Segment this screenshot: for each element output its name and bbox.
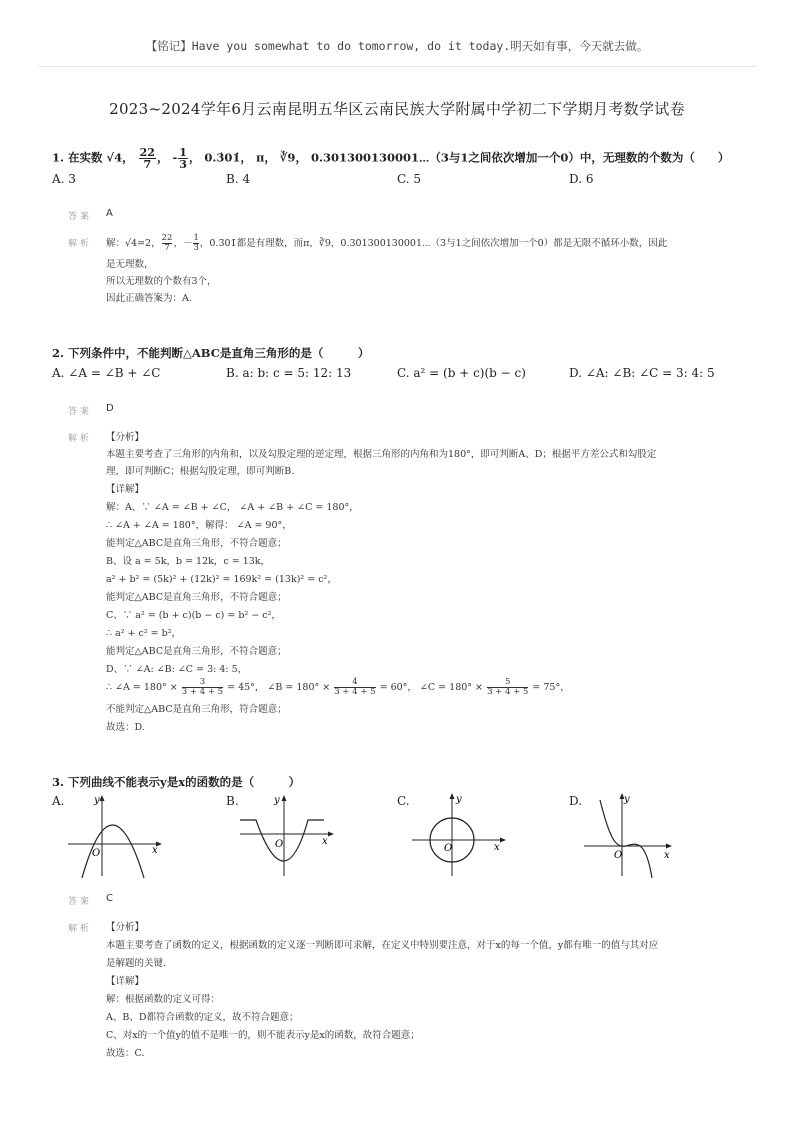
svg-text:x: x bbox=[152, 845, 158, 856]
q1-pi: π bbox=[255, 150, 265, 165]
question-2-stem-text: 下列条件中，不能判断△ABC是直角三角形的是（ ） bbox=[68, 346, 370, 360]
q2-analysis-line-5: 解：A、∵ ∠A = ∠B + ∠C， ∠A + ∠B + ∠C = 180°， bbox=[106, 502, 359, 513]
q2-option-d: D. ∠A: ∠B: ∠C = 3: 4: 5 bbox=[569, 366, 715, 380]
q2-fraction-3-12: $\frac{3}{3 + 4 + 5}$ bbox=[181, 677, 224, 697]
q2-analysis-line-7: 能判定△ABC是直角三角形，不符合题意； bbox=[106, 538, 287, 549]
svg-text:O: O bbox=[614, 850, 623, 861]
q3-option-d-label: D. bbox=[569, 794, 583, 808]
q2-fraction-4-12: $\frac{4}{3 + 4 + 5}$ bbox=[334, 677, 376, 697]
svg-text:y: y bbox=[274, 795, 280, 806]
q2-option-a: A. ∠A = ∠B + ∠C bbox=[52, 366, 161, 380]
q2-analysis-line-4: 【详解】 bbox=[106, 484, 145, 495]
question-3-stem-text: 下列曲线不能表示y是x的函数的是（ ） bbox=[68, 775, 301, 789]
q3-graph-d bbox=[580, 790, 680, 880]
q1-analysis-line-4: 因此正确答案为：A. bbox=[106, 293, 192, 304]
svg-text:x: x bbox=[664, 850, 670, 861]
q1-option-c: C. 5 bbox=[397, 172, 422, 186]
q1-option-a: A. 3 bbox=[52, 172, 76, 186]
q1-cbrt9: ∛9 bbox=[279, 150, 296, 165]
header-motto: 【铭记】Have you somewhat to do tomorrow, do it today.明天如有事，今天就去做。 bbox=[145, 39, 649, 53]
q3-option-c-label: C. bbox=[397, 794, 410, 808]
q3-option-a-label: A. bbox=[52, 794, 65, 808]
q2-option-c: C. a² = (b + c)(b − c) bbox=[397, 366, 526, 380]
q3-graph-a bbox=[64, 790, 164, 880]
q1-option-b: B. 4 bbox=[226, 172, 251, 186]
q1-repeating-decimal: 0.3̇01̇ bbox=[204, 150, 241, 165]
q1-answer-tag: 答案 bbox=[68, 212, 93, 222]
q1-analysis-fraction-1-3: $\frac{1}{3}$ bbox=[193, 233, 199, 253]
q1-analysis-tag: 解析 bbox=[68, 239, 93, 249]
q3-analysis-line-5: 解：根据函数的定义可得： bbox=[106, 994, 221, 1005]
q2-analysis-tag: 解析 bbox=[68, 434, 93, 444]
page-title: 2023~2024学年6月云南昆明五华区云南民族大学附属中学初二下学期月考数学试卷 bbox=[109, 100, 685, 118]
q1-sqrt4: √4 bbox=[106, 150, 123, 165]
q2-analysis-line-9: a² + b² = (5k)² + (12k)² = 169k² = (13k)² = c²， bbox=[106, 574, 337, 585]
q2-analysis-line-8: B、设 a = 5k，b = 12k，c = 13k， bbox=[106, 556, 271, 567]
q3-option-b-label: B. bbox=[226, 794, 239, 808]
q2-fraction-5-12: $\frac{5}{3 + 4 + 5}$ bbox=[487, 677, 529, 697]
q2-analysis-line-14: D、∵ ∠A: ∠B: ∠C = 3: 4: 5， bbox=[106, 664, 248, 675]
q3-answer-tag: 答案 bbox=[68, 897, 93, 907]
q2-analysis-line-3: 理，即可判断C；根据勾股定理，即可判断B. bbox=[106, 466, 295, 477]
svg-text:O: O bbox=[275, 839, 284, 850]
q2-analysis-line-1: 【分析】 bbox=[106, 432, 145, 443]
q2-analysis-line-12: ∴ a² + c² = b²， bbox=[106, 628, 182, 639]
q1-analysis-fraction-22-7: $\frac{22}{7}$ bbox=[161, 233, 173, 253]
q1-option-d: D. 6 bbox=[569, 172, 594, 186]
q1-analysis-line-2: 是无理数， bbox=[106, 259, 154, 270]
question-1-stem-b: 0.301300130001⋯（3与1之间依次增加一个0）中，无理数的个数为（ ） bbox=[310, 150, 730, 165]
q1-negative-sign: - bbox=[172, 150, 178, 165]
q2-analysis-line-2: 本题主要考查了三角形的内角和，以及勾股定理的逆定理，根据三角形的内角和为180°，即可判断A、D；根据平方差公式和勾股定 bbox=[106, 449, 657, 460]
question-1-stem: 1. 在实数 √4， $\frac{22}{7}$ ， - $\frac{1}{3}$ ， 0.3̇01̇， π， ∛9， 0.301300130001⋯（3与1之间依次增加一个0）中，无理数的个数为（ ） bbox=[52, 146, 730, 171]
svg-text:y: y bbox=[94, 795, 100, 806]
question-3-number: 3. bbox=[52, 775, 65, 789]
q1-answer: A bbox=[106, 208, 113, 219]
question-2-number: 2. bbox=[52, 346, 65, 360]
q2-answer-tag: 答案 bbox=[68, 407, 93, 417]
q1-analysis-line-1: 解：√4=2， $\frac{22}{7}$ ，－ $\frac{1}{3}$ ，0.3̇01̇都是有理数，而π，∛9，0.301300130001⋯（3与1之间依次增加一个0）都是无限不循环小数，因此 bbox=[106, 233, 668, 253]
q3-analysis-line-1: 【分析】 bbox=[106, 922, 145, 933]
svg-text:O: O bbox=[92, 848, 101, 859]
q1-fraction-22-7: $\frac{22}{7}$ bbox=[139, 146, 155, 171]
q2-analysis-line-15: ∴ ∠A = 180° × $\frac{3}{3 + 4 + 5}$ = 45°， ∠B = 180° × $\frac{4}{3 + 4 + 5}$ = 60°， ∠C = 180° × $\frac{5}{3 + 4 + 5}$ = 75°， bbox=[106, 677, 570, 697]
header-divider bbox=[38, 66, 756, 67]
q3-analysis-line-2: 本题主要考查了函数的定义，根据函数的定义逐一判断即可求解，在定义中特别要注意，对于x的每一个值，y都有唯一的值与其对应 bbox=[106, 940, 659, 951]
question-1-stem-a: 在实数 bbox=[68, 150, 103, 165]
q3-graph-b bbox=[236, 790, 336, 880]
q2-analysis-line-13: 能判定△ABC是直角三角形，不符合题意； bbox=[106, 646, 287, 657]
q3-analysis-line-6: A、B、D都符合函数的定义，故不符合题意； bbox=[106, 1012, 299, 1023]
q3-analysis-line-3: 是解题的关键. bbox=[106, 958, 167, 969]
q2-answer: D bbox=[106, 403, 114, 414]
q2-analysis-line-16: 不能判定△ABC是直角三角形，符合题意； bbox=[106, 704, 287, 715]
q3-analysis-line-7: C、对x的一个值y的值不是唯一的，则不能表示y是x的函数，故符合题意； bbox=[106, 1030, 420, 1041]
svg-text:O: O bbox=[444, 843, 453, 854]
question-3-stem bbox=[52, 774, 300, 790]
svg-text:y: y bbox=[456, 794, 462, 805]
q3-analysis-tag: 解析 bbox=[68, 924, 93, 934]
svg-text:y: y bbox=[624, 794, 630, 805]
q2-analysis-line-6: ∴ ∠A + ∠A = 180°，解得： ∠A = 90°， bbox=[106, 520, 292, 531]
svg-text:x: x bbox=[494, 842, 500, 853]
question-2-stem bbox=[52, 345, 369, 361]
q1-fraction-1-3: $\frac{1}{3}$ bbox=[179, 146, 187, 171]
q3-analysis-line-4: 【详解】 bbox=[106, 976, 145, 987]
q3-analysis-line-8: 故选：C. bbox=[106, 1048, 145, 1059]
question-1-number: 1. bbox=[52, 150, 65, 165]
q2-analysis-line-10: 能判定△ABC是直角三角形，不符合题意； bbox=[106, 592, 287, 603]
q2-option-b: B. a: b: c = 5: 12: 13 bbox=[226, 366, 352, 380]
q2-analysis-line-17: 故选：D. bbox=[106, 722, 145, 733]
q3-graph-c bbox=[408, 790, 508, 880]
svg-text:x: x bbox=[322, 836, 328, 847]
q3-answer: C bbox=[106, 893, 113, 904]
q1-analysis-line-3: 所以无理数的个数有3个， bbox=[106, 276, 217, 287]
q2-analysis-line-11: C、∵ a² = (b + c)(b − c) = b² − c²， bbox=[106, 610, 281, 621]
